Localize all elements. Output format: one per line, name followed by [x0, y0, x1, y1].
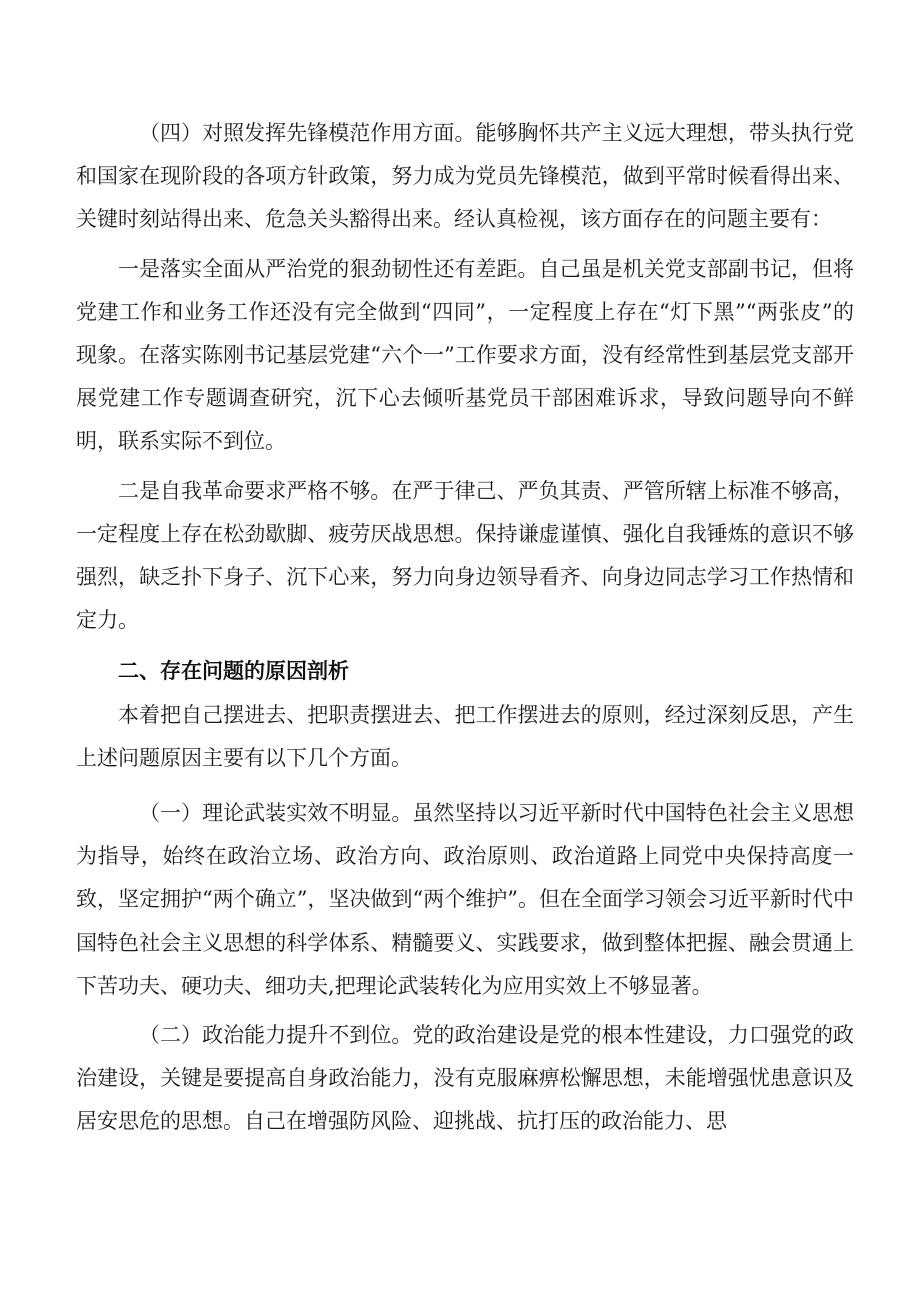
document-body [76, 112, 854, 1144]
paragraph-cause-one: （一）理论武装实效不明显。虽然坚持以习近平新时代中国特色社会主义思想为指导，始终在政治立场、政治方向、政治原则、政治道路上同党中央保持高度一致，坚定拥护“两个确立”，坚决做到“两个维护”。但在全面学习领会习近平新时代中国特色社会主义思想的科学体系、精髓要义、实践要求，做到整体把握、融会贯通上下苦功夫、硬功夫、细功夫,把理论武装转化为应用实效上不够显著。 [76, 801, 854, 998]
paragraph-section-four: （四）对照发挥先锋模范作用方面。能够胸怀共产主义远大理想，带头执行党和国家在现阶段的各项方针政策，努力成为党员先锋模范，做到平常时候看得出来、关键时刻站得出来、危急关头豁得出来。经认真检视，该方面存在的问题主要有： [76, 121, 854, 232]
section-heading-cause-analysis: 二、存在问题的原因剖析 [118, 659, 349, 684]
paragraph-cause-intro: 本着把自己摆进去、把职责摆进去、把工作摆进去的原则，经过深刻反思，产生上述问题原因主要有以下几个方面。 [76, 702, 854, 770]
paragraph-problem-one: 一是落实全面从严治党的狠劲韧性还有差距。自己虽是机关党支部副书记，但将党建工作和业务工作还没有完全做到“四同”，一定程度上存在“灯下黑”“两张皮”的现象。在落实陈刚书记基层党建“六个一”工作要求方面，没有经常性到基层党支部开展党建工作专题调查研究，沉下心去倾听基党员干部困难诉求，导致问题导向不鲜明，联系实际不到位。 [76, 256, 854, 454]
paragraph-cause-two: （二）政治能力提升不到位。党的政治建设是党的根本性建设，力口强党的政治建设，关键是要提高自身政治能力，没有克服麻痹松懈思想，未能增强忧患意识及居安思危的思想。自己在增强防风险、迎挑战、抗打压的政治能力、思 [76, 1023, 854, 1134]
paragraph-problem-two: 二是自我革命要求严格不够。在严于律己、严负其责、严管所辖上标准不够高，一定程度上存在松劲歇脚、疲劳厌战思想。保持谦虚谨慎、强化自我锤炼的意识不够强烈，缺乏扑下身子、沉下心来，努力向身边领导看齐、向身边同志学习工作热情和定力。 [76, 478, 854, 633]
